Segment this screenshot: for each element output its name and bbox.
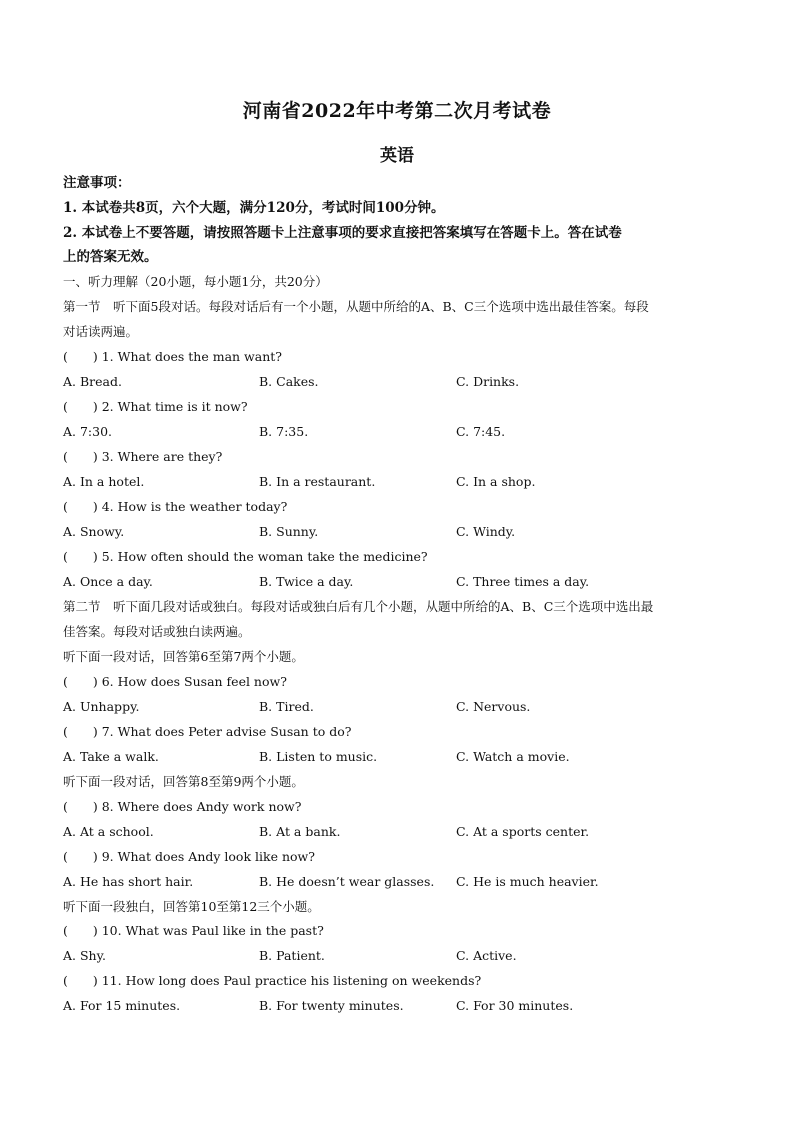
- instruction-q8-q9: 听下面一段对话，回答第8至第9两个小题。: [63, 774, 304, 789]
- q1-option-c: C. Drinks.: [456, 374, 520, 389]
- q3-option-b: B. In a restaurant.: [259, 474, 376, 489]
- q6-option-a: A. Unhappy.: [63, 699, 140, 714]
- q9-option-c: C. He is much heavier.: [456, 874, 599, 889]
- part1-heading: 一、听力理解（20小题，每小题1分，共20分）: [63, 274, 328, 289]
- q7-option-b: B. Listen to music.: [259, 749, 378, 764]
- q8-option-a: A. At a school.: [63, 824, 154, 839]
- q2-option-a: A. 7:30.: [63, 424, 113, 439]
- question-10: ( ) 10. What was Paul like in the past?: [63, 923, 324, 938]
- exam-title: 河南省2022年中考第二次月考试卷: [242, 100, 552, 122]
- q6-option-c: C. Nervous.: [456, 699, 531, 714]
- question-7: ( ) 7. What does Peter advise Susan to do?: [63, 724, 352, 739]
- question-8: ( ) 8. Where does Andy work now?: [63, 799, 302, 814]
- question-1: ( ) 1. What does the man want?: [63, 349, 282, 364]
- q7-option-c: C. Watch a movie.: [456, 749, 570, 764]
- q10-option-b: B. Patient.: [259, 948, 325, 963]
- q11-option-c: C. For 30 minutes.: [456, 998, 574, 1013]
- q4-option-a: A. Snowy.: [63, 524, 125, 539]
- instruction-q10-q12: 听下面一段独白，回答第10至第12三个小题。: [63, 899, 320, 914]
- q8-option-c: C. At a sports center.: [456, 824, 590, 839]
- q4-option-c: C. Windy.: [456, 524, 516, 539]
- notes-item-2-line2: 上的答案无效。: [63, 249, 158, 265]
- q9-option-a: A. He has short hair.: [63, 874, 194, 889]
- notes-item-2-line1: 2. 本试卷上不要答题，请按照答题卡上注意事项的要求直接把答案填写在答题卡上。答在试卷: [63, 225, 622, 241]
- question-11: ( ) 11. How long does Paul practice his listening on weekends?: [63, 973, 482, 988]
- q3-option-c: C. In a shop.: [456, 474, 536, 489]
- q10-option-a: A. Shy.: [63, 948, 106, 963]
- q6-option-b: B. Tired.: [259, 699, 314, 714]
- section1-instruction-line2: 对话读两遍。: [63, 324, 139, 339]
- q5-option-a: A. Once a day.: [63, 574, 153, 589]
- q4-option-b: B. Sunny.: [259, 524, 319, 539]
- section2-instruction-line1: 第二节 听下面几段对话或独白。每段对话或独白后有几个小题，从题中所给的A、B、C三个选项中选出最: [63, 599, 654, 614]
- question-3: ( ) 3. Where are they?: [63, 449, 223, 464]
- q10-option-c: C. Active.: [456, 948, 517, 963]
- section1-instruction-line1: 第一节 听下面5段对话。每段对话后有一个小题，从题中所给的A、B、C三个选项中选出最佳答案。每段: [63, 299, 649, 314]
- instruction-q6-q7: 听下面一段对话，回答第6至第7两个小题。: [63, 649, 304, 664]
- q7-option-a: A. Take a walk.: [63, 749, 159, 764]
- q2-option-b: B. 7:35.: [259, 424, 309, 439]
- q11-option-b: B. For twenty minutes.: [259, 998, 404, 1013]
- question-4: ( ) 4. How is the weather today?: [63, 499, 288, 514]
- notes-heading: 注意事项：: [63, 175, 131, 191]
- question-6: ( ) 6. How does Susan feel now?: [63, 674, 287, 689]
- question-5: ( ) 5. How often should the woman take the medicine?: [63, 549, 428, 564]
- q5-option-b: B. Twice a day.: [259, 574, 354, 589]
- q2-option-c: C. 7:45.: [456, 424, 506, 439]
- subject-title: 英语: [380, 146, 414, 166]
- q5-option-c: C. Three times a day.: [456, 574, 590, 589]
- question-9: ( ) 9. What does Andy look like now?: [63, 849, 315, 864]
- q9-option-b: B. He doesn’t wear glasses.: [259, 874, 435, 889]
- q8-option-b: B. At a bank.: [259, 824, 341, 839]
- notes-item-1: 1. 本试卷共8页，六个大题，满分120分，考试时间100分钟。: [63, 200, 445, 216]
- q3-option-a: A. In a hotel.: [63, 474, 145, 489]
- question-2: ( ) 2. What time is it now?: [63, 399, 248, 414]
- q1-option-b: B. Cakes.: [259, 374, 319, 389]
- q11-option-a: A. For 15 minutes.: [63, 998, 181, 1013]
- q1-option-a: A. Bread.: [63, 374, 122, 389]
- section2-instruction-line2: 佳答案。每段对话或独白读两遍。: [63, 624, 251, 639]
